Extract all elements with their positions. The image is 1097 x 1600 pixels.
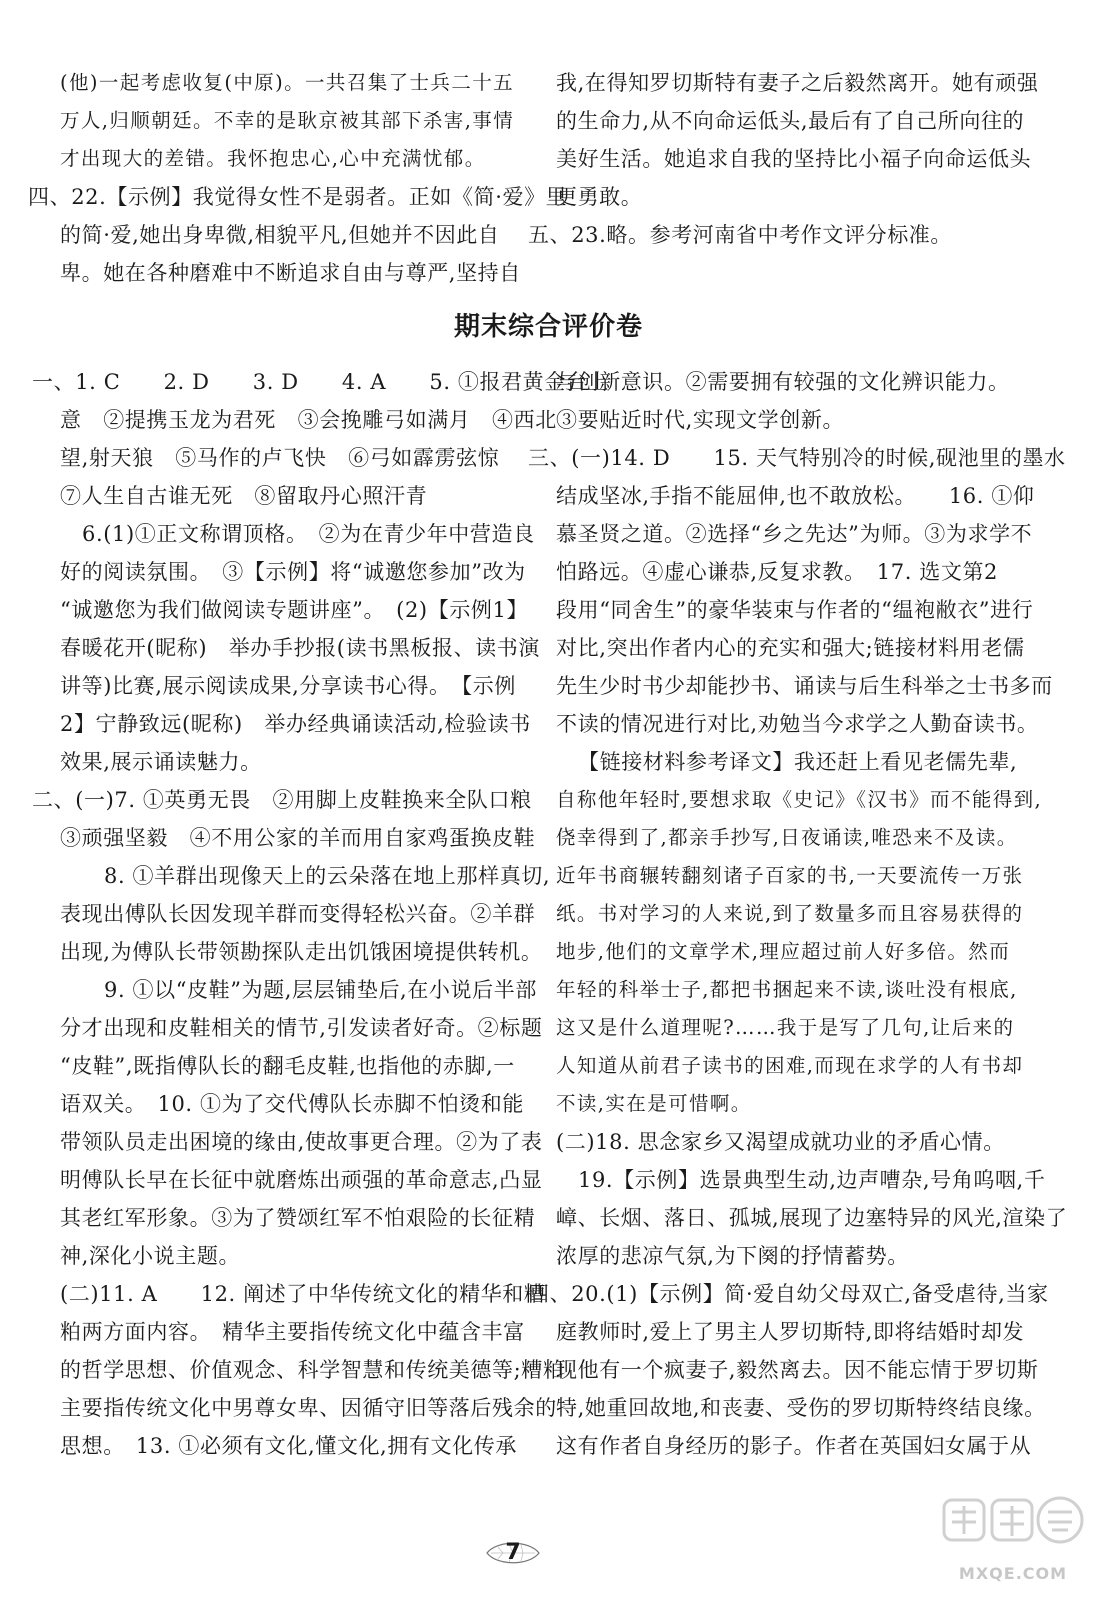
- text-line: 结成坚冰,手指不能屈伸,也不敢放松。 16. ①仰: [556, 484, 1035, 508]
- watermark: [938, 1492, 1088, 1592]
- text-line: 美好生活。她追求自我的坚持比小福子向命运低头: [556, 147, 1032, 171]
- text-line: 先生少时书少却能抄书、诵读与后生科举之士书多而: [556, 674, 1053, 698]
- text-line: (二)11. A 12. 阐述了中华传统文化的精华和糟: [60, 1282, 546, 1306]
- text-line: 19.【示例】选景典型生动,边声嘈杂,号角呜咽,千: [578, 1168, 1046, 1192]
- text-line: 自称他年轻时,要想求取《史记》《汉书》而不能得到,: [556, 788, 1043, 811]
- text-line: 一、1. C 2. D 3. D 4. A 5. ①报君黄金台上: [32, 370, 610, 394]
- text-line: 万人,归顺朝廷。不幸的是耿京被其部下杀害,事情: [60, 109, 515, 132]
- text-line: 思想。 13. ①必须有文化,懂文化,拥有文化传承: [60, 1434, 517, 1458]
- text-line: 8. ①羊群出现像天上的云朵落在地上那样真切,: [104, 864, 551, 888]
- page-title: 期末综合评价卷: [453, 312, 643, 342]
- text-line: 这又是什么道理呢?……我于是写了几句,让后来的: [556, 1016, 1015, 1039]
- text-line: 四、22.【示例】我觉得女性不是弱者。正如《简·爱》里: [28, 185, 568, 209]
- text-line: 三、(一)14. D 15. 天气特别冷的时候,砚池里的墨水: [528, 446, 1066, 470]
- text-line: 卑。她在各种磨难中不断追求自由与尊严,坚持自: [60, 261, 521, 285]
- text-line: 明傅队长早在长征中就磨炼出顽强的革命意志,凸显: [60, 1168, 543, 1192]
- text-line: 浓厚的悲凉气氛,为下阕的抒情蓄势。: [556, 1244, 909, 1268]
- text-line: 慕圣贤之道。②选择“乡之先达”为师。③为求学不: [556, 522, 1033, 546]
- text-line: 二、(一)7. ①英勇无畏 ②用脚上皮鞋换来全队口粮: [32, 788, 532, 812]
- text-line: 粕两方面内容。 精华主要指传统文化中蕴含丰富: [60, 1320, 525, 1344]
- text-line: 带领队员走出困境的缘由,使故事更合理。②为了表: [60, 1130, 543, 1154]
- text-line: 望,射天狼 ⑤马作的卢飞快 ⑥弓如霹雳弦惊: [60, 446, 500, 470]
- text-line: 与创新意识。②需要拥有较强的文化辨识能力。: [556, 370, 1010, 394]
- text-line: 侥幸得到了,都亲手抄写,日夜诵读,唯恐来不及读。: [556, 826, 1018, 849]
- text-line: 效果,展示诵读魅力。: [60, 750, 262, 774]
- text-line: 段用“同舍生”的豪华装束与作者的“缊袍敝衣”进行: [556, 598, 1034, 622]
- text-line: 其老红军形象。③为了赞颂红军不怕艰险的长征精: [60, 1206, 536, 1230]
- text-line: 的哲学思想、价值观念、科学智慧和传统美德等;糟粕: [60, 1358, 565, 1382]
- text-line: 年轻的科举士子,都把书捆起来不读,谈吐没有根底,: [556, 978, 1018, 1001]
- text-line: ⑦人生自古谁无死 ⑧留取丹心照汗青: [60, 484, 428, 508]
- text-line: 才出现大的差错。我怀抱忠心,心中充满忧郁。: [60, 147, 486, 170]
- text-line: 更勇敢。: [556, 185, 643, 209]
- text-line: 近年书商辗转翻刻诸子百家的书,一天要流传一万张: [556, 864, 1024, 887]
- text-line: 对比,突出作者内心的充实和强大;链接材料用老儒: [556, 636, 1025, 660]
- text-line: 的简·爱,她出身卑微,相貌平凡,但她并不因此自: [60, 223, 500, 247]
- text-line: (二)18. 思念家乡又渴望成就功业的矛盾心情。: [556, 1130, 1005, 1154]
- text-line: 6.(1)①正文称谓顶格。 ②为在青少年中营造良: [82, 522, 535, 546]
- text-line: 讲等)比赛,展示阅读成果,分享读书心得。 【示例: [60, 674, 516, 698]
- text-line: 出现,为傅队长带领勘探队走出饥饿困境提供转机。: [60, 940, 543, 964]
- text-line: 9. ①以“皮鞋”为题,层层铺垫后,在小说后半部: [104, 978, 537, 1002]
- text-line: 庭教师时,爱上了男主人罗切斯特,即将结婚时却发: [556, 1320, 1025, 1344]
- text-line: 现他有一个疯妻子,毅然离去。因不能忘情于罗切斯: [556, 1358, 1039, 1382]
- watermark-text: MXQE.COM: [958, 1564, 1068, 1583]
- text-line: 【链接材料参考译文】我还赶上看见老儒先辈,: [578, 750, 1018, 774]
- text-line: 表现出傅队长因发现羊群而变得轻松兴奋。②羊群: [60, 902, 536, 926]
- text-line: 纸。书对学习的人来说,到了数量多而且容易获得的: [556, 902, 1024, 925]
- text-line: 不读的情况进行对比,劝勉当今求学之人勤奋读书。: [556, 712, 1039, 736]
- text-line: 的生命力,从不向命运低头,最后有了自己所向往的: [556, 109, 1025, 133]
- text-line: 嶂、长烟、落日、孤城,展现了边塞特异的风光,渲染了: [556, 1206, 1068, 1230]
- text-line: 这有作者自身经历的影子。作者在英国妇女属于从: [556, 1434, 1032, 1458]
- text-line: 好的阅读氛围。 ③【示例】将“诚邀您参加”改为: [60, 560, 526, 584]
- text-line: 四、20.(1)【示例】简·爱自幼父母双亡,备受虐待,当家: [528, 1282, 1049, 1306]
- text-line: 人知道从前君子读书的困难,而现在求学的人有书却: [556, 1054, 1024, 1077]
- watermark-logo-icon: [938, 1492, 1088, 1564]
- text-line: ③要贴近时代,实现文学创新。: [556, 408, 845, 432]
- text-line: 不读,实在是可惜啊。: [556, 1092, 752, 1115]
- text-line: 语双关。 10. ①为了交代傅队长赤脚不怕烫和能: [60, 1092, 524, 1116]
- text-line: 神,深化小说主题。: [60, 1244, 241, 1268]
- text-line: 春暖花开(昵称) 举办手抄报(读书黑板报、读书演: [60, 636, 540, 660]
- page-number: 7: [505, 1540, 521, 1565]
- text-line: ③顽强坚毅 ④不用公家的羊而用自家鸡蛋换皮鞋: [60, 826, 536, 850]
- text-line: 意 ②提携玉龙为君死 ③会挽雕弓如满月 ④西北: [60, 408, 557, 432]
- text-line: “诚邀您为我们做阅读专题讲座”。 (2)【示例1】: [60, 598, 529, 622]
- text-line: 主要指传统文化中男尊女卑、因循守旧等落后残余的: [60, 1396, 557, 1420]
- text-line: 2】宁静致远(昵称) 举办经典诵读活动,检验读书: [60, 712, 531, 736]
- text-line: 我,在得知罗切斯特有妻子之后毅然离开。她有顽强: [556, 71, 1039, 95]
- text-line: 五、23.略。参考河南省中考作文评分标准。: [528, 223, 952, 247]
- text-line: 特,她重回故地,和丧妻、受伤的罗切斯特终结良缘。: [556, 1396, 1046, 1420]
- text-line: 地步,他们的文章学术,理应超过前人好多倍。然而: [556, 940, 1011, 963]
- page-number-badge: [483, 1532, 543, 1574]
- text-line: 分才出现和皮鞋相关的情节,引发读者好奇。②标题: [60, 1016, 543, 1040]
- text-line: 怕路远。④虚心谦恭,反复求教。 17. 选文第2: [556, 560, 999, 584]
- text-line: “皮鞋”,既指傅队长的翻毛皮鞋,也指他的赤脚,一: [60, 1054, 515, 1078]
- text-line: (他)一起考虑收复(中原)。一共召集了士兵二十五: [60, 71, 515, 94]
